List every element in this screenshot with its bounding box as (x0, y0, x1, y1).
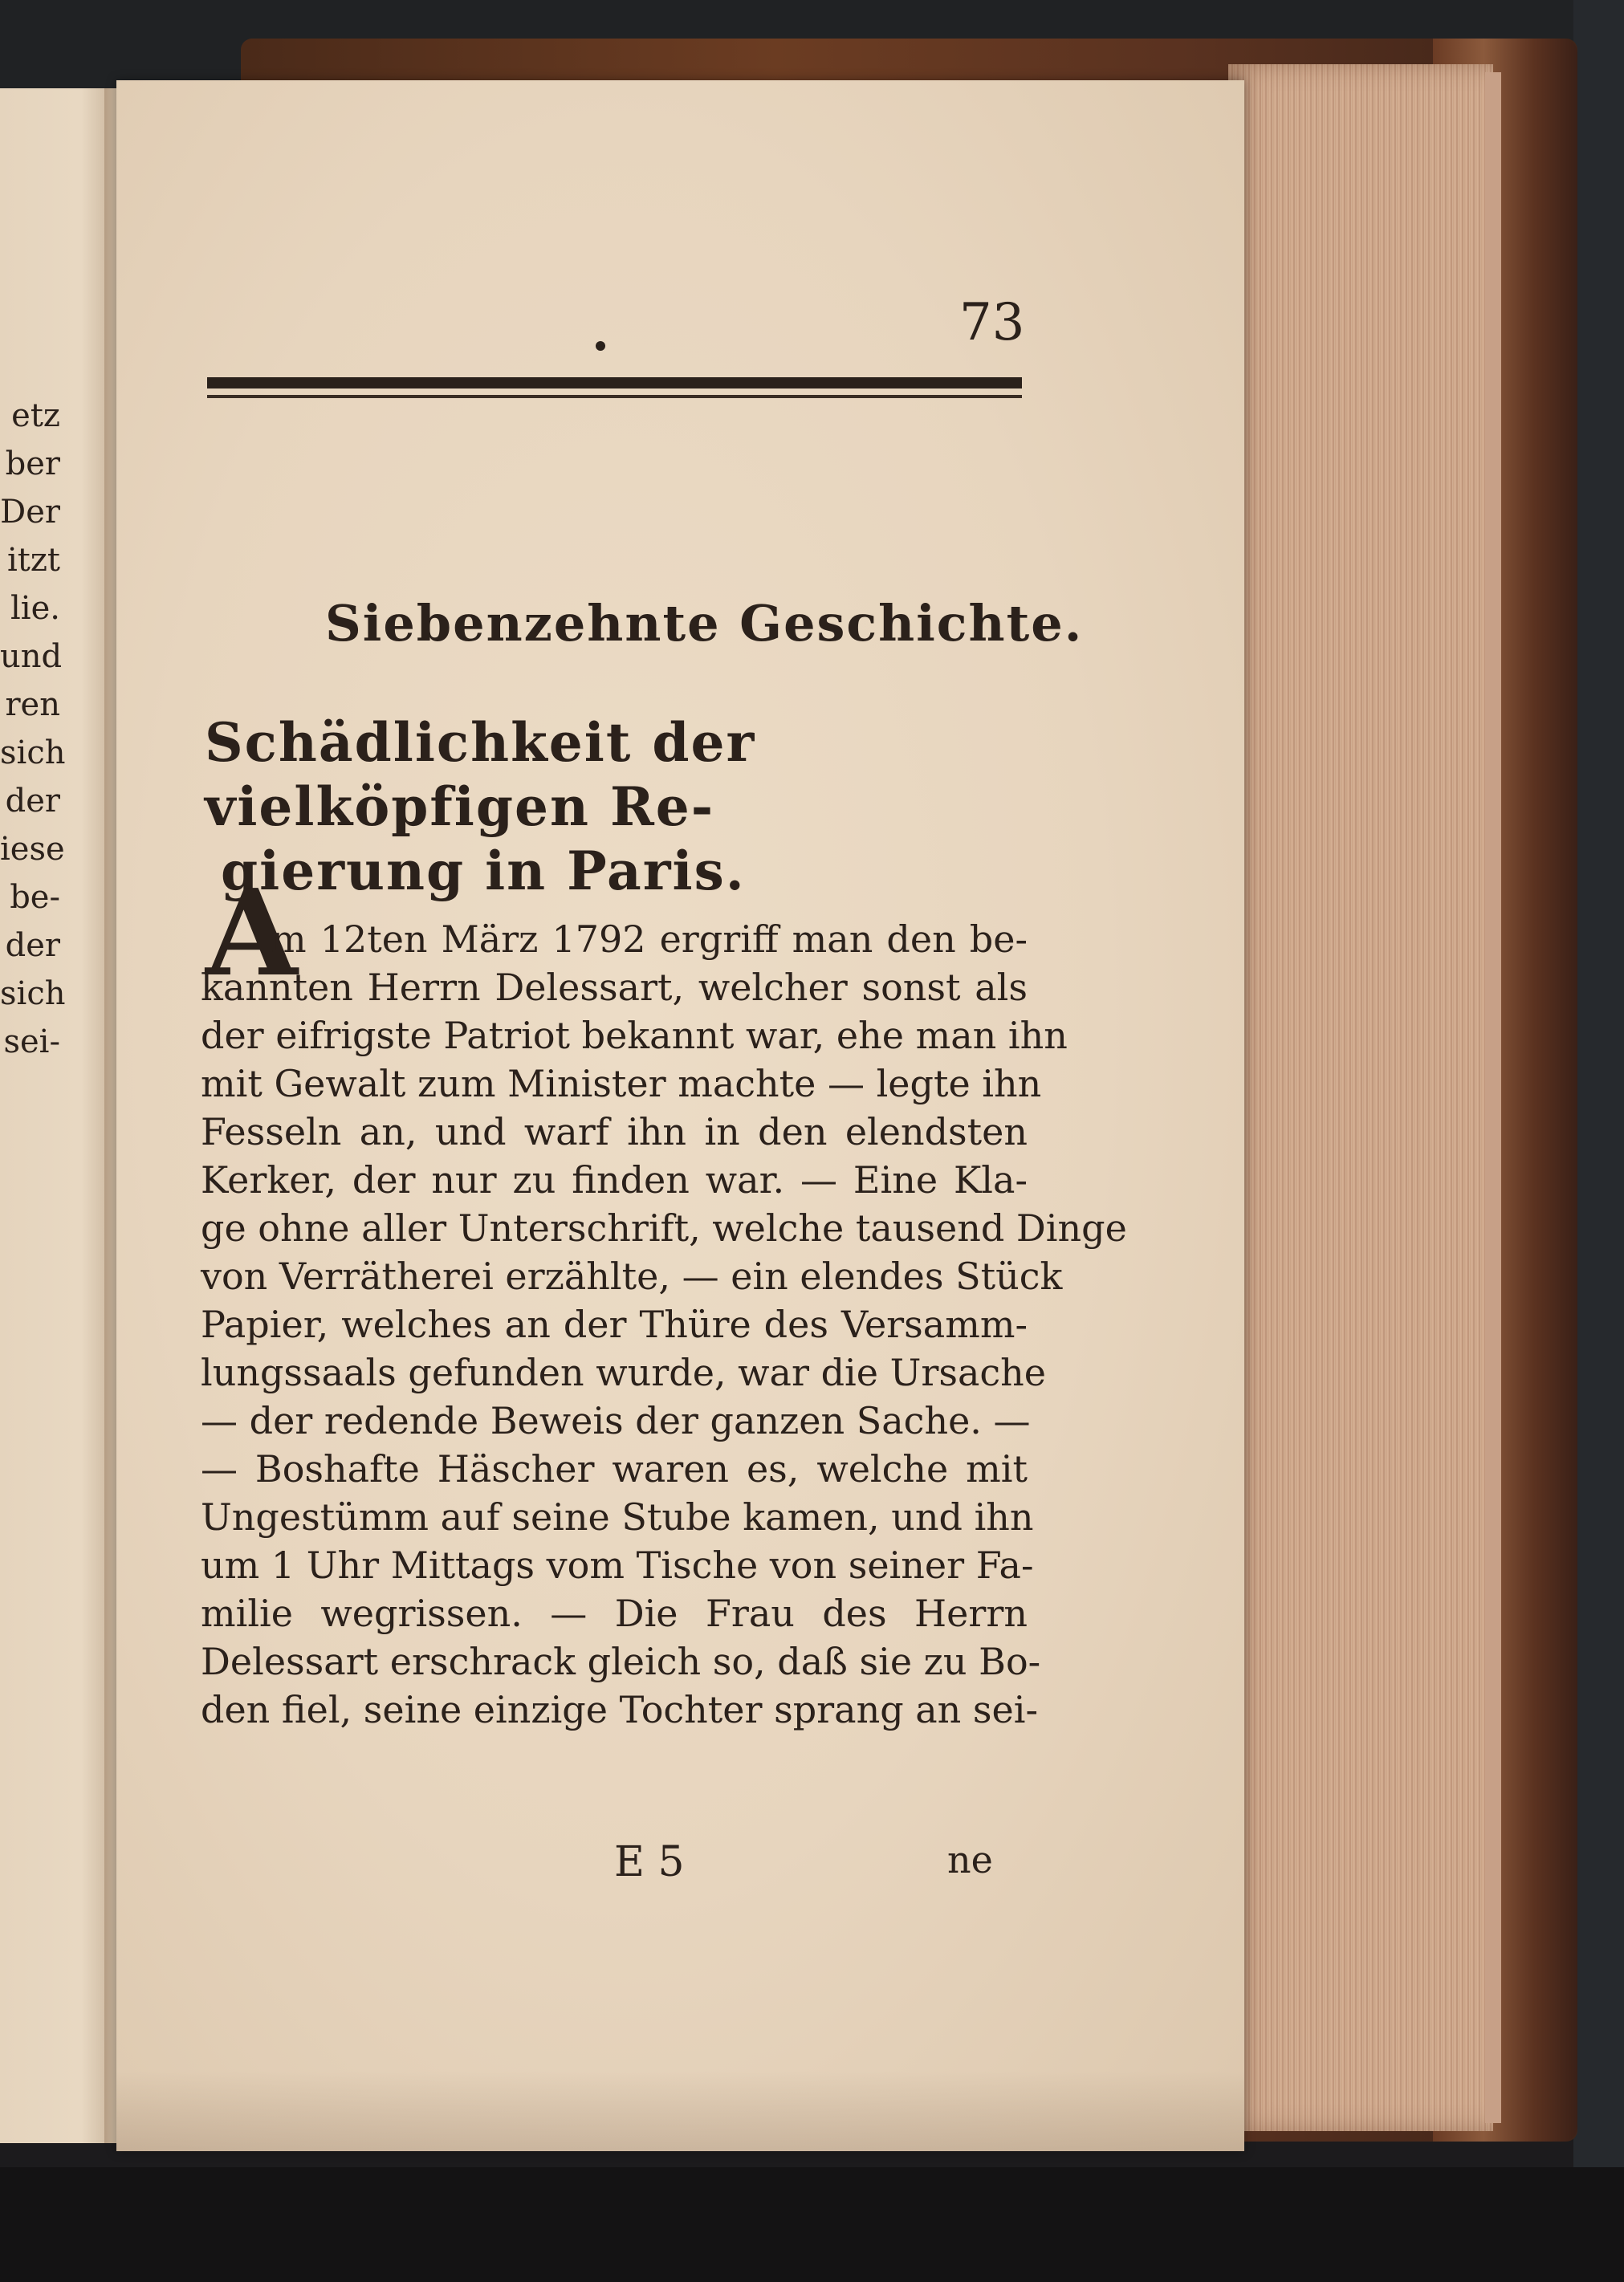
body-line: milie wegrissen. — Die Frau des Herrn (201, 1592, 1028, 1635)
body-line: Delessart erschrack gleich so, daß sie zu Bo- (201, 1640, 1041, 1683)
body-line: m 12ten März 1792 ergriff man den be- (271, 917, 1028, 961)
left-page-fragment: sich (0, 975, 66, 1012)
story-title-line-2: gierung in Paris. (221, 840, 746, 902)
body-line: Ungestümm auf seine Stube kamen, und ihn (201, 1495, 1034, 1539)
body-text (201, 915, 1127, 1734)
drop-cap: A (206, 863, 298, 1003)
left-page-fragment: itzt (6, 542, 60, 579)
left-page-fragment: der (5, 927, 60, 964)
body-line: kannten Herrn Delessart, welcher sonst als (201, 966, 1028, 1009)
left-page-fragment: sich (0, 734, 66, 771)
signature-mark: E 5 (614, 1838, 685, 1886)
body-line: der eifrigste Patriot bekannt war, ehe man ihn (201, 1014, 1068, 1057)
chapter-title: Siebenzehnte Geschichte. (325, 594, 1084, 653)
left-page-fragment: lie. (10, 590, 60, 627)
catchword: ne (947, 1838, 993, 1881)
page-block-inner-edge (1485, 72, 1501, 2123)
left-page-fragment: und (0, 638, 63, 675)
page-block-edges (1228, 64, 1493, 2131)
page-number: 73 (959, 293, 1025, 352)
body-line: — Boshafte Häscher waren es, welche mit (201, 1447, 1028, 1491)
left-page-fragment: iese (0, 831, 65, 868)
body-line: mit Gewalt zum Minister machte — legte ihn (201, 1062, 1042, 1105)
body-line: den fiel, seine einzige Tochter sprang an sei- (201, 1688, 1039, 1731)
body-line: um 1 Uhr Mittags vom Tische von seiner Fa- (201, 1544, 1034, 1587)
left-page-fragment: ren (5, 686, 60, 723)
story-title-line-1: Schädlichkeit der vielköpfigen Re- (205, 711, 756, 838)
body-line: von Verrätherei erzählte, — ein elendes Stück (201, 1255, 1063, 1298)
left-page-fragment: ber (5, 445, 60, 482)
body-line: ge ohne aller Unterschrift, welche tausend Dinge (201, 1206, 1127, 1250)
body-line: Fesseln an, und warf ihn in den elendsten (201, 1110, 1028, 1153)
backdrop-right (1573, 0, 1624, 2282)
backdrop-bottom (0, 2167, 1624, 2282)
body-line: lungssaals gefunden wurde, war die Ursache (201, 1351, 1046, 1394)
left-page-fragment: be- (10, 879, 60, 916)
body-line: — der redende Beweis der ganzen Sache. — (201, 1399, 1031, 1442)
left-page-fragment: Der (0, 494, 60, 531)
left-page-fragment: etz (11, 397, 60, 434)
header-rule-thick (207, 377, 1022, 388)
left-page-fragment: sei- (3, 1023, 60, 1060)
body-line: Kerker, der nur zu finden war. — Eine Kla- (201, 1158, 1028, 1202)
left-page-fragment: der (5, 783, 60, 820)
story-title (205, 710, 1032, 903)
ink-mark (596, 341, 605, 351)
body-line: Papier, welches an der Thüre des Versamm- (201, 1303, 1028, 1346)
page-shadow (116, 2071, 1244, 2151)
left-page (0, 88, 116, 2143)
header-rule-thin (207, 395, 1022, 398)
